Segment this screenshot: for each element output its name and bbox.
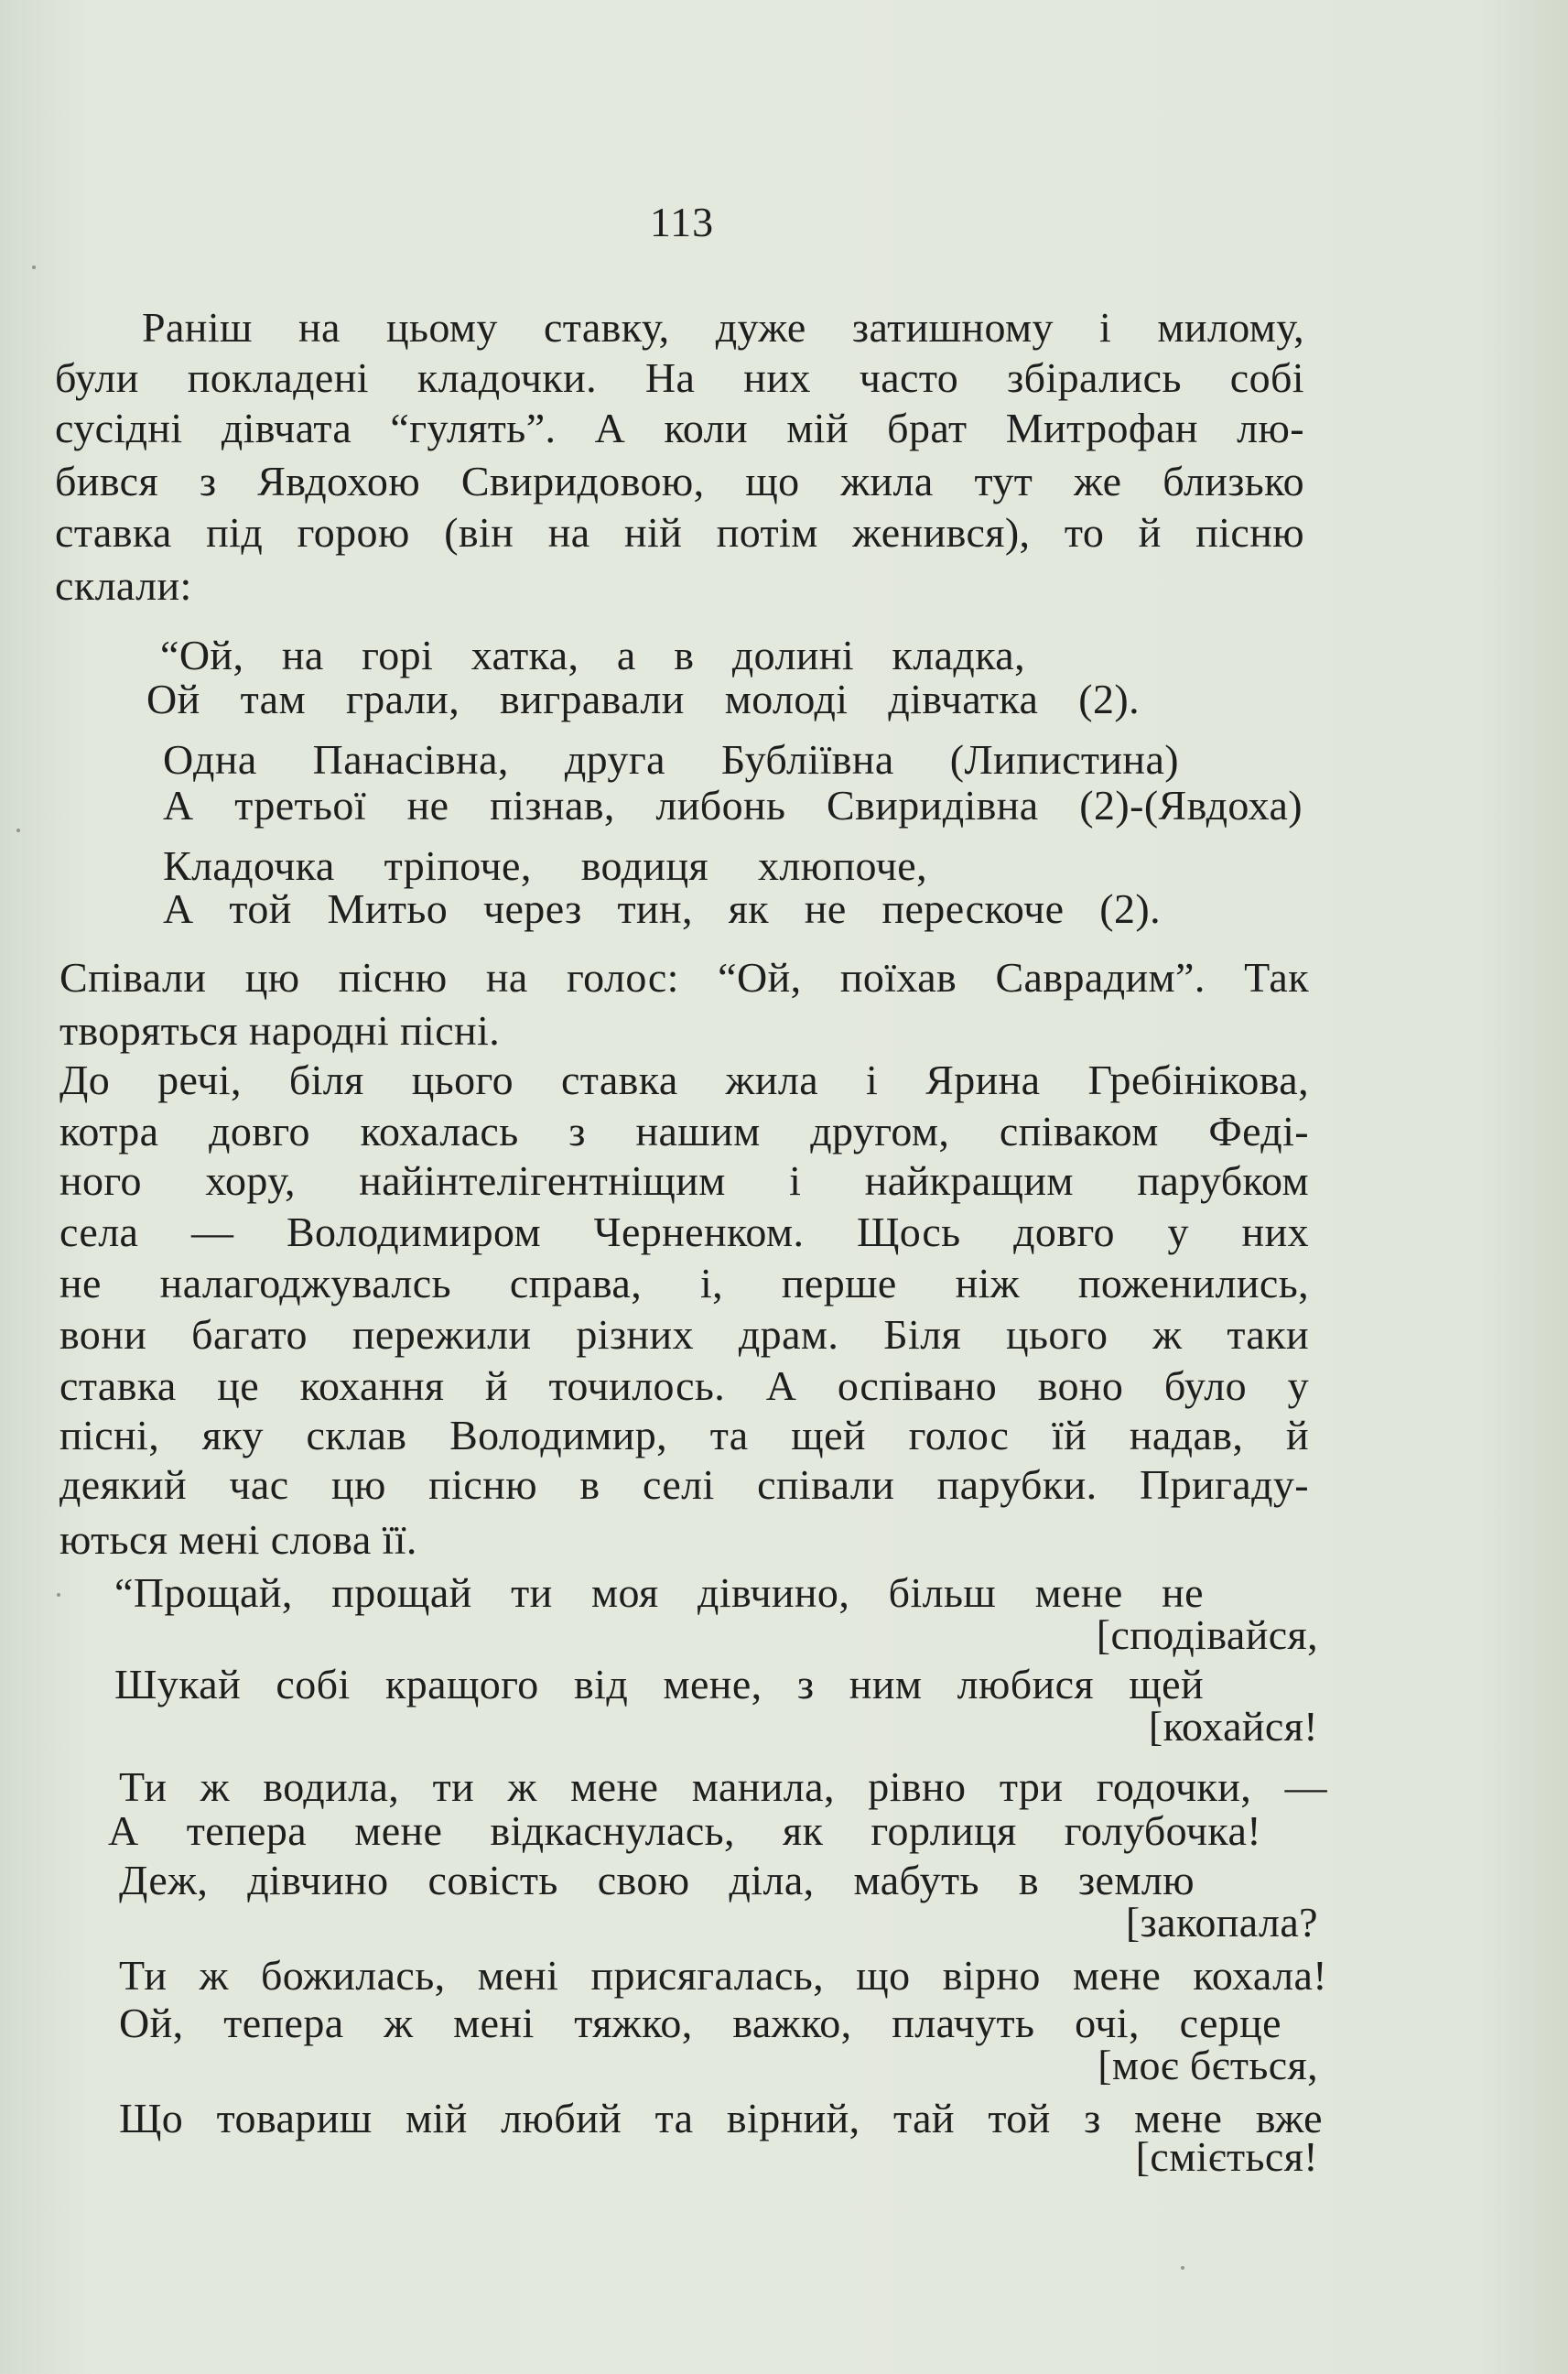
paragraph-1-line: бився з Явдохою Свиридовою, що жила тут же близько [55, 458, 1304, 504]
paragraph-1-line: склали: [55, 562, 192, 609]
song-1-line: А третьої не пізнав, либонь Свиридівна (2)-(Явдоха) [163, 782, 1303, 829]
paper-speck [16, 829, 20, 832]
song-1-line: Кладочка тріпоче, водиця хлюпоче, [163, 842, 927, 889]
paper-speck [32, 266, 36, 269]
song-1-line: “Ой, на горі хатка, а в долині кладка, [160, 632, 1025, 678]
song-2-continuation: [сміється! [1135, 2133, 1318, 2180]
paragraph-3-line: пісні, яку склав Володимир, та щей голос їй надав, й [59, 1412, 1309, 1458]
paragraph-1-line: сусідні дівчата “гулять”. А коли мій брат Митрофан лю- [55, 405, 1304, 451]
song-2-continuation: [кохайся! [1148, 1703, 1318, 1750]
paragraph-2-line: Співали цю пісню на голос: “Ой, поїхав Саврадим”. Так [59, 954, 1309, 1001]
paragraph-3-line: деякий час цю пісню в селі співали парубки. Пригаду- [59, 1461, 1309, 1508]
song-2-continuation: [закопала? [1125, 1899, 1318, 1946]
song-1-line: Одна Панасівна, друга Бублiївна (Липистина) [163, 736, 1179, 783]
song-1-line: А той Митьо через тин, як не перескоче (2). [163, 885, 1161, 932]
song-2-continuation: [моє бється, [1098, 2042, 1318, 2088]
paragraph-3-line: До речі, біля цього ставка жила і Ярина Гребінікова, [59, 1057, 1309, 1103]
paper-speck [57, 1593, 60, 1597]
page-number: 113 [649, 199, 715, 245]
paragraph-3-line: котра довго кохалась з нашим другом, співаком Феді- [59, 1108, 1309, 1154]
song-2-line: Ой, тепера ж мені тяжко, важко, плачуть очі, серце [119, 2000, 1281, 2046]
paragraph-1-line: Раніш на цьому ставку, дуже затишному і милому, [142, 304, 1304, 351]
song-2-line: Ти ж водила, ти ж мене манила, рівно три годочки, — [119, 1763, 1327, 1810]
paper-speck [1181, 2266, 1184, 2270]
song-2-continuation: [сподівайся, [1096, 1611, 1318, 1658]
paragraph-3-line: ставка це кохання й точилось. А оспівано воно було у [59, 1362, 1309, 1409]
paragraph-3-line: ються мені слова її. [59, 1516, 417, 1563]
paragraph-3-line: вони багато пережили різних драм. Біля цього ж таки [59, 1311, 1309, 1358]
paragraph-3-line: не налагоджувалсь справа, і, перше ніж поженились, [59, 1260, 1309, 1306]
song-2-line: Шукай собі кращого від мене, з ним любися щей [114, 1661, 1204, 1707]
paragraph-3-line: ного хору, найінтелігентніщим і найкращим парубком [59, 1157, 1309, 1204]
paragraph-1-line: були покладені кладочки. На них часто збірались собі [55, 354, 1304, 401]
paragraph-2-line: творяться народні пісні. [59, 1007, 501, 1054]
song-2-line: А тепера мене відкаснулась, як горлиця голубочка! [108, 1807, 1261, 1854]
song-2-line: Ти ж божилась, мені присягалась, що вірно мене кохала! [119, 1952, 1327, 1999]
paragraph-3-line: села — Володимиром Черненком. Щось довго у них [59, 1209, 1309, 1255]
song-2-line: “Прощай, прощай ти моя дівчино, більш мене не [114, 1569, 1204, 1616]
song-2-line: Що товариш мій любий та вірний, тай той з мене вже [119, 2095, 1323, 2141]
paragraph-1-line: ставка під горою (він на ній потім женився), то й пісню [55, 509, 1304, 556]
song-2-line: Деж, дівчино совість свою діла, мабуть в землю [119, 1857, 1195, 1903]
song-1-line: Ой там грали, вигравали молоді дівчатка (2). [146, 676, 1140, 722]
